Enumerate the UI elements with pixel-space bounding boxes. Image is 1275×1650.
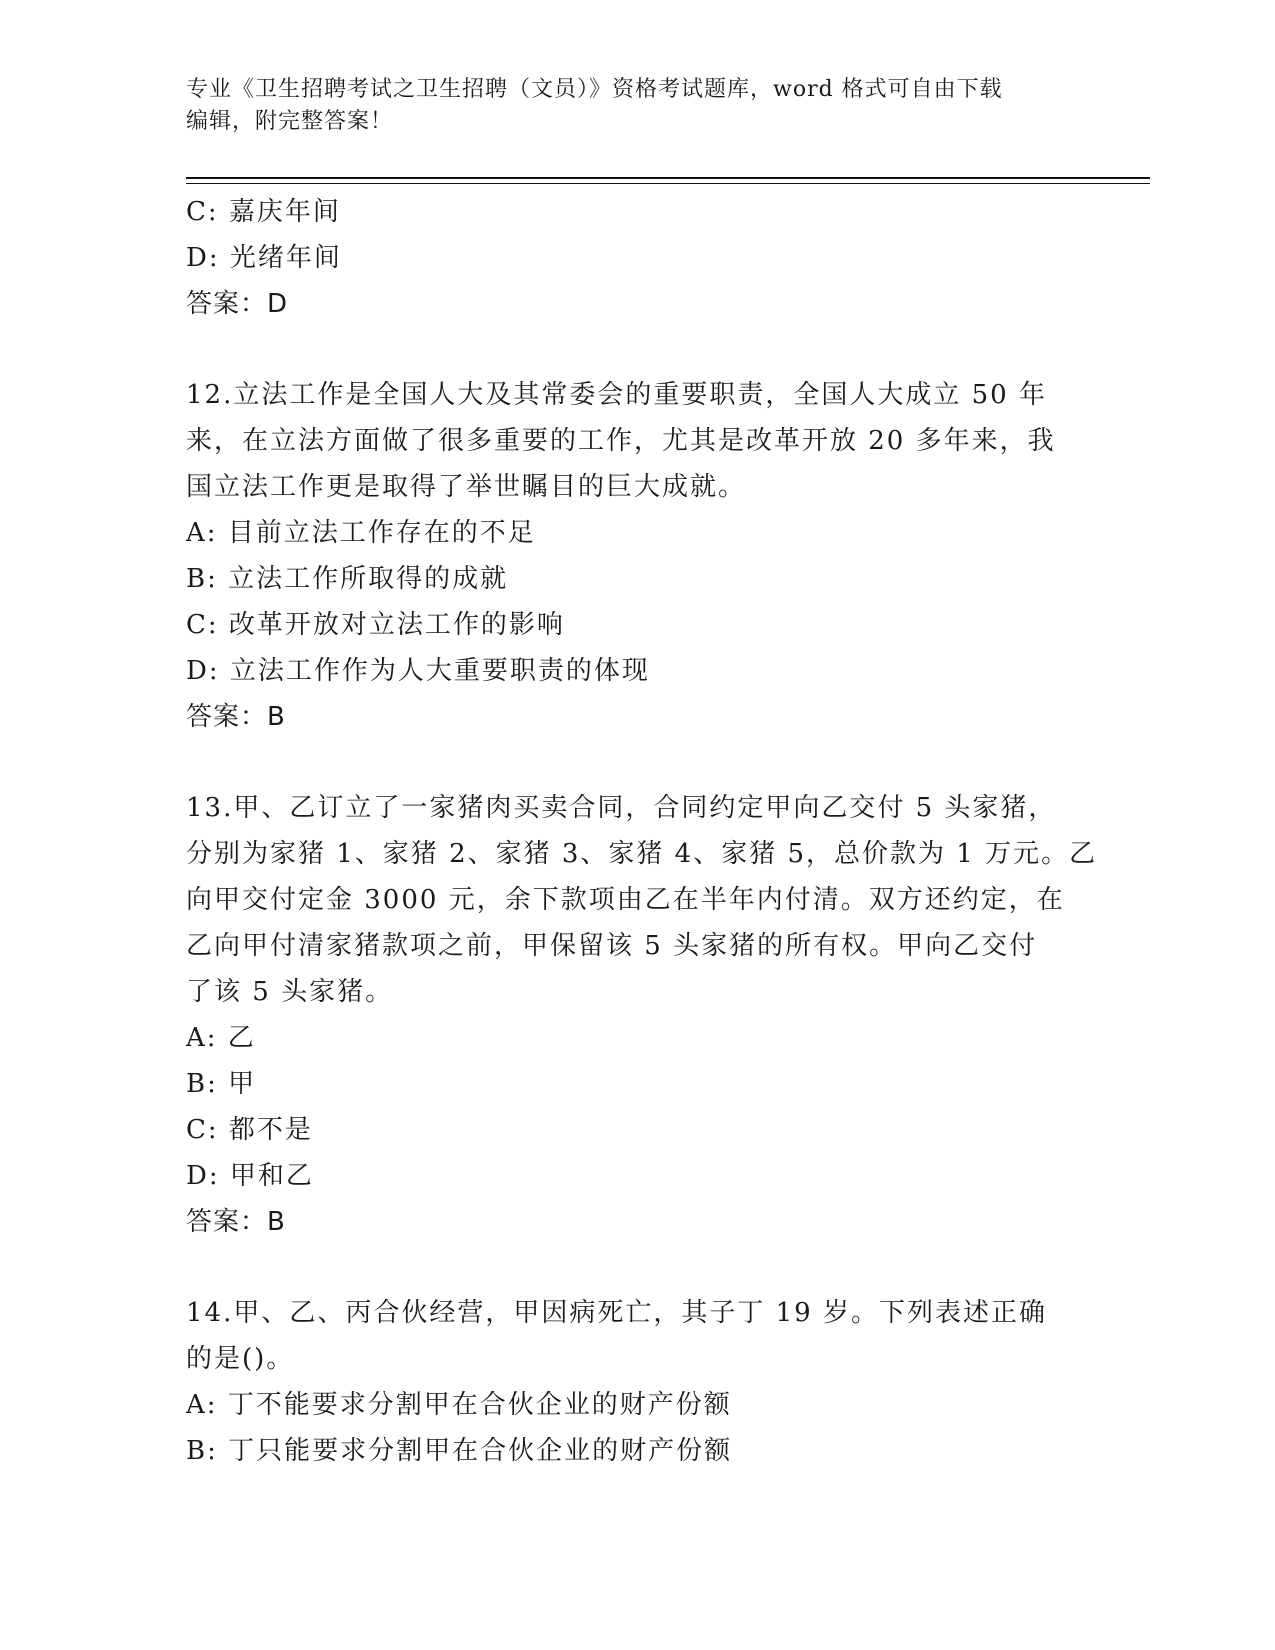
spacer xyxy=(186,327,1086,372)
question-content xyxy=(186,189,1098,1474)
question-14 xyxy=(186,1290,1086,1474)
question-stem-line: 12.立法工作是全国人大及其常委会的重要职责，全国人大成立 50 年 xyxy=(186,380,1047,410)
option-a: A: 目前立法工作存在的不足 xyxy=(186,518,536,548)
option-b: B: 甲 xyxy=(186,1069,257,1099)
question-stem-line: 来，在立法方面做了很多重要的工作，尤其是改革开放 20 多年来，我 xyxy=(186,426,1056,456)
question-stem-line: 乙向甲付清家猪款项之前，甲保留该 5 头家猪的所有权。甲向乙交付 xyxy=(186,931,1038,961)
option-c: C: 嘉庆年间 xyxy=(186,197,341,227)
option-a: A: 丁不能要求分割甲在合伙企业的财产份额 xyxy=(186,1390,732,1420)
header-line-1: 专业《卫生招聘考试之卫生招聘（文员）》资格考试题库，word 格式可自由下载 xyxy=(186,77,1003,102)
question-13 xyxy=(186,785,1098,1245)
question-stem-line: 国立法工作更是取得了举世瞩目的巨大成就。 xyxy=(186,472,747,502)
question-stem-line: 分别为家猪 1、家猪 2、家猪 3、家猪 4、家猪 5，总价款为 1 万元。乙 xyxy=(186,839,1098,869)
header-line-2: 编辑，附完整答案！ xyxy=(186,109,394,134)
option-d: D: 光绪年间 xyxy=(186,243,342,273)
answer-line: 答案：B xyxy=(186,702,286,732)
question-12 xyxy=(186,372,1086,740)
question-stem-line: 了该 5 头家猪。 xyxy=(186,977,394,1007)
answer-line: 答案：D xyxy=(186,289,289,319)
option-c: C: 改革开放对立法工作的影响 xyxy=(186,610,565,640)
spacer xyxy=(186,1245,1086,1290)
question-stem-line: 的是()。 xyxy=(186,1344,295,1374)
document-header xyxy=(186,74,1086,138)
header-divider-thick xyxy=(186,177,1150,179)
option-b: B: 丁只能要求分割甲在合伙企业的财产份额 xyxy=(186,1436,733,1466)
option-d: D: 立法工作作为人大重要职责的体现 xyxy=(186,656,650,686)
option-c: C: 都不是 xyxy=(186,1115,313,1145)
option-a: A: 乙 xyxy=(186,1023,256,1053)
question-stem-line: 14.甲、乙、丙合伙经营，甲因病死亡，其子丁 19 岁。下列表述正确 xyxy=(186,1298,1047,1328)
option-d: D: 甲和乙 xyxy=(186,1161,314,1191)
answer-line: 答案：B xyxy=(186,1207,286,1237)
header-divider-thin xyxy=(186,183,1150,184)
question-stem-line: 13.甲、乙订立了一家猪肉买卖合同，合同约定甲向乙交付 5 头家猪， xyxy=(186,793,1057,823)
option-b: B: 立法工作所取得的成就 xyxy=(186,564,509,594)
spacer xyxy=(186,740,1086,785)
question-stem-line: 向甲交付定金 3000 元，余下款项由乙在半年内付清。双方还约定，在 xyxy=(186,885,1065,915)
